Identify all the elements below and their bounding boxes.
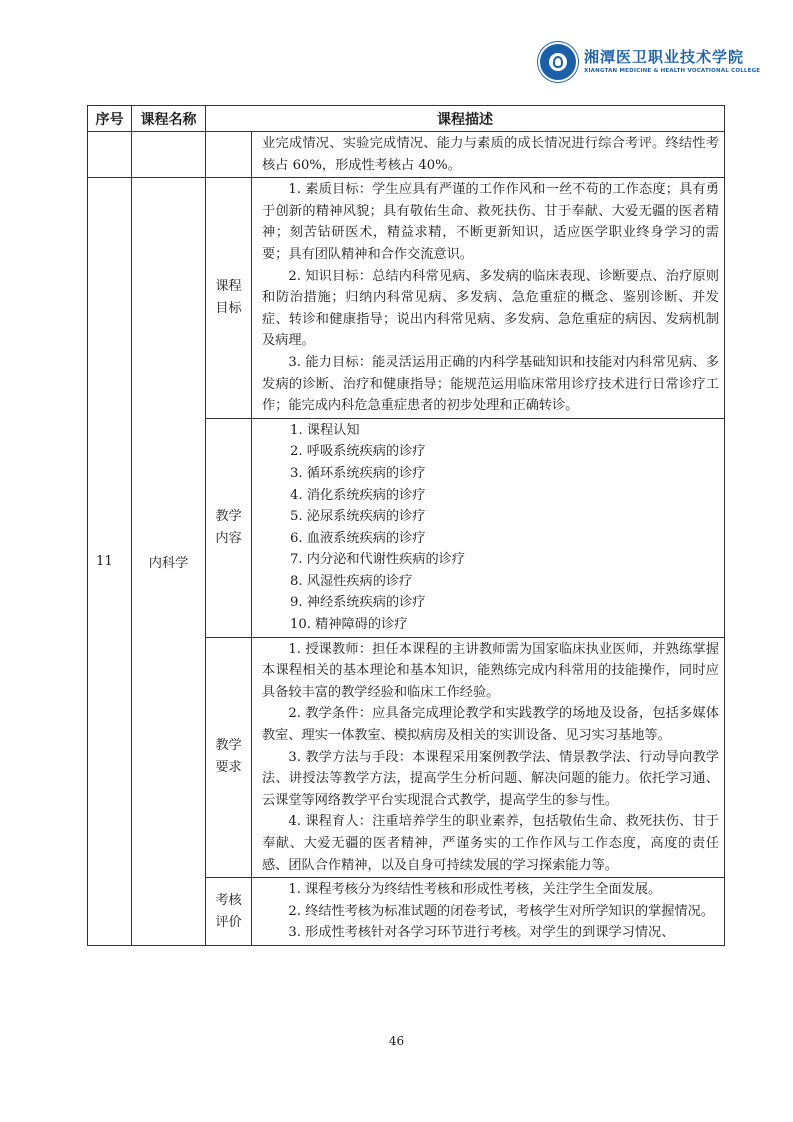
content-item: 7. 内分泌和代谢性疾病的诊疗 xyxy=(290,552,466,568)
desc-cell xyxy=(252,132,725,178)
college-name-cn: 湘潭医卫职业技术学院 xyxy=(584,48,745,66)
content-item: 10. 精神障碍的诊疗 xyxy=(290,617,408,633)
assessment-item: 3. 形成性考核针对各学习环节进行考核。对学生的到课学习情况、 xyxy=(288,925,675,941)
section-objectives xyxy=(252,178,725,419)
objective-ability: 3. 能力目标：能灵活运用正确的内科学基础知识和技能对内科常见病、多发病的诊断、治疗和健康指导；能规范运用临床常用诊疗技术进行日常诊疗工作；能完成内科危急重症患者的初步处理和正确转诊。 xyxy=(262,354,719,414)
content-item: 4. 消化系统疾病的诊疗 xyxy=(290,487,426,503)
content-item: 5. 泌尿系统疾病的诊疗 xyxy=(290,509,426,525)
section-requirements xyxy=(252,637,725,878)
sub-cell xyxy=(206,132,252,178)
course-seq: 11 xyxy=(88,178,132,946)
table-header-row xyxy=(88,106,725,132)
content-item: 8. 风湿性疾病的诊疗 xyxy=(290,573,413,589)
assessment-item: 1. 课程考核分为终结性考核和形成性考核，关注学生全面发展。 xyxy=(288,882,662,898)
name-cell xyxy=(132,132,206,178)
column-header-seq: 序号 xyxy=(88,106,132,132)
objective-knowledge: 2. 知识目标：总结内科常见病、多发病的临床表现、诊断要点、治疗原则和防治措施；归纳内科常见病、多发病、急危重症的概念、鉴别诊断、并发症、转诊和健康指导；说出内科常见病、多发病、急危重症的病因、发病机制及病理。 xyxy=(262,268,719,349)
college-logo xyxy=(538,42,761,86)
section-title-assessment: 考核 评价 xyxy=(206,878,252,946)
requirement-conditions: 2. 教学条件：应具备完成理论教学和实践教学的场地及设备，包括多媒体教室、理实一体教室、模拟病房及相关的实训设备、见习实习基地等。 xyxy=(262,706,719,744)
section-content xyxy=(252,418,725,637)
section-title-objectives: 课程 目标 xyxy=(206,178,252,419)
requirement-teacher: 1. 授课教师：担任本课程的主讲教师需为国家临床执业医师，并熟练掌握本课程相关的基本理论和基本知识，能熟练完成内科常用的技能操作，同时应具备较丰富的教学经验和临床工作经验。 xyxy=(262,641,719,700)
content-item: 3. 循环系统疾病的诊疗 xyxy=(290,465,426,481)
content-item: 1. 课程认知 xyxy=(290,422,360,438)
course-name: 内科学 xyxy=(132,178,206,946)
course-table xyxy=(87,105,725,946)
objective-quality: 1. 素质目标：学生应具有严谨的工作作风和一丝不苟的工作态度；具有勇于创新的精神风貌；具有敬佑生命、救死扶伤、甘于奉献、大爱无疆的医者精神；刻苦钻研医术，精益求精，不断更新知识，适应医学职业终身学习的需要；具有团队精神和合作交流意识。 xyxy=(262,182,719,262)
college-emblem-icon xyxy=(538,42,578,82)
page-number: 46 xyxy=(388,1034,405,1048)
requirement-education: 4. 课程育人：注重培养学生的职业素养，包括敬佑生命、救死扶伤、甘于奉献、大爱无疆的医者精神，严谨务实的工作作风与工作态度，高度的责任感、团队合作精神，以及自身可持续发展的学习探索能力等。 xyxy=(262,814,719,873)
column-header-name: 课程名称 xyxy=(132,106,206,132)
table-row-continuation xyxy=(88,132,725,178)
desc-paragraph: 业完成情况、实验完成情况、能力与素质的成长情况进行综合考评。终结性考核占 60%，形成性考核占 40%。 xyxy=(262,136,719,173)
column-header-desc: 课程描述 xyxy=(206,106,725,132)
section-assessment xyxy=(252,878,725,946)
content-item: 2. 呼吸系统疾病的诊疗 xyxy=(290,444,426,460)
section-title-requirements: 教学 要求 xyxy=(206,637,252,878)
section-title-content: 教学 内容 xyxy=(206,418,252,637)
content-item: 9. 神经系统疾病的诊疗 xyxy=(290,595,426,611)
college-name-en: XIANGTAN MEDICINE & HEALTH VOCATIONAL COLLEGE xyxy=(584,68,761,74)
assessment-item: 2. 终结性考核为标准试题的闭卷考试，考核学生对所学知识的掌握情况。 xyxy=(288,903,714,919)
seq-cell xyxy=(88,132,132,178)
content-item: 6. 血液系统疾病的诊疗 xyxy=(290,530,426,546)
table-row-course xyxy=(88,178,725,419)
requirement-methods: 3. 教学方法与手段：本课程采用案例教学法、情景教学法、行动导向教学法、讲授法等教学方法，提高学生分析问题、解决问题的能力。依托学习通、云课堂等网络教学平台实现混合式教学，提高学生的参与性。 xyxy=(262,749,719,808)
